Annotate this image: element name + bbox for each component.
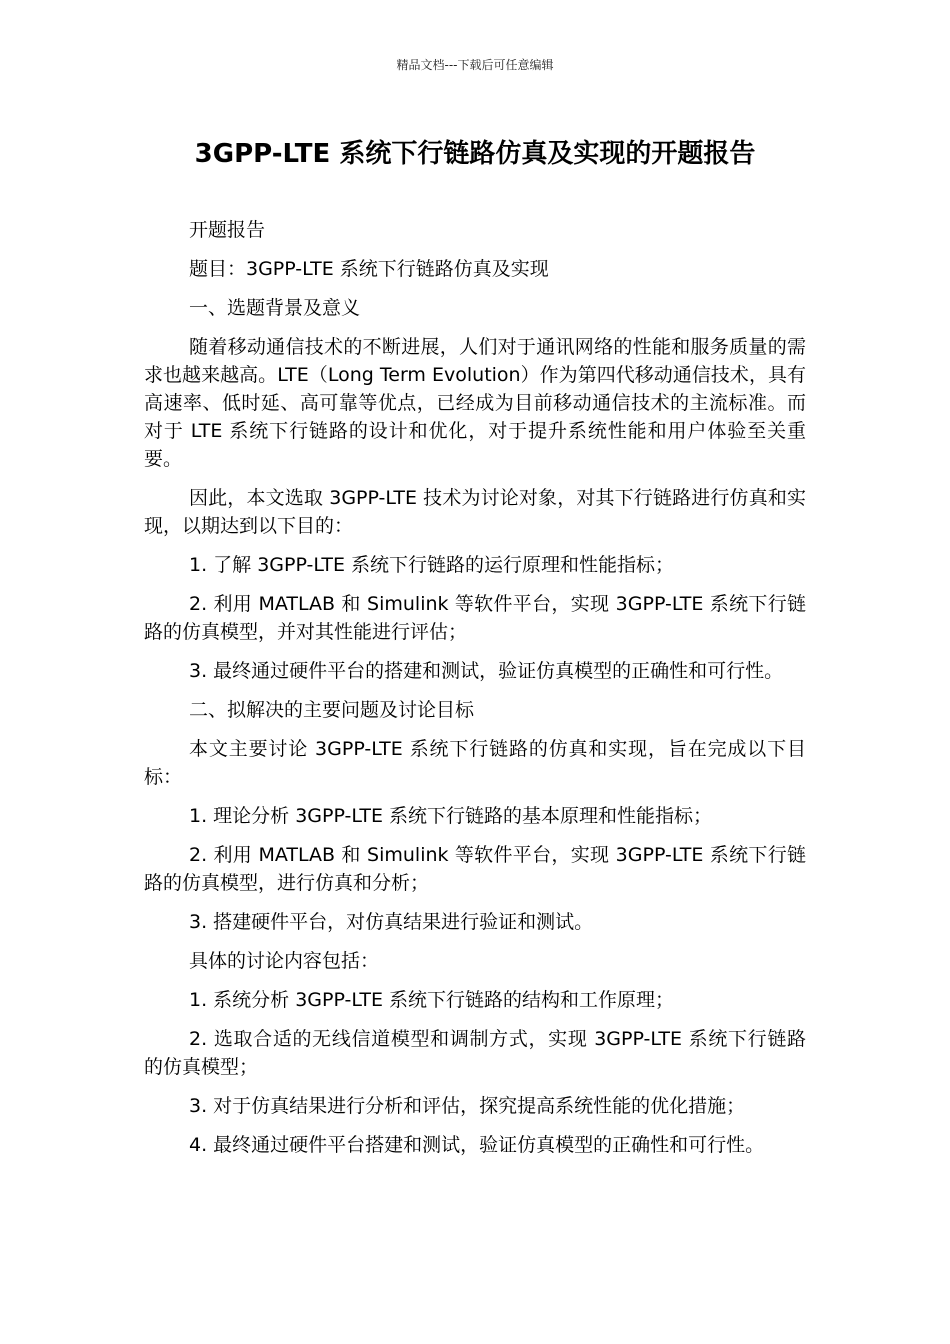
section-heading-problems: 二、拟解决的主要问题及讨论目标: [189, 699, 475, 721]
paragraph-goals-intro: 本文主要讨论 3GPP-LTE 系统下行链路的仿真和实现，旨在完成以下目标：: [144, 738, 806, 788]
section-heading-background: 一、选题背景及意义: [189, 297, 361, 319]
paragraph-report-label: 开题报告: [189, 219, 266, 241]
list-item-goal-1: 1. 理论分析 3GPP-LTE 系统下行链路的基本原理和性能指标；: [189, 805, 712, 827]
paragraph-topic: 题目：3GPP-LTE 系统下行链路仿真及实现: [189, 258, 549, 280]
list-item-purpose-1: 1. 了解 3GPP-LTE 系统下行链路的运行原理和性能指标；: [189, 554, 674, 576]
list-item-content-1: 1. 系统分析 3GPP-LTE 系统下行链路的结构和工作原理；: [189, 989, 674, 1011]
document-body: [144, 216, 806, 1170]
paragraph-content-intro: 具体的讨论内容包括：: [189, 950, 380, 972]
list-item-purpose-3: 3. 最终通过硬件平台的搭建和测试，验证仿真模型的正确性和可行性。: [189, 660, 784, 682]
list-item-content-3: 3. 对于仿真结果进行分析和评估，探究提高系统性能的优化措施；: [189, 1095, 746, 1117]
header-note: 精品文档---下载后可任意编辑: [396, 58, 554, 72]
list-item-content-2: 2. 选取合适的无线信道模型和调制方式，实现 3GPP-LTE 系统下行链路的仿真模型；: [144, 1028, 806, 1078]
list-item-goal-3: 3. 搭建硬件平台，对仿真结果进行验证和测试。: [189, 911, 594, 933]
list-item-purpose-2: 2. 利用 MATLAB 和 Simulink 等软件平台，实现 3GPP-LTE 系统下行链路的仿真模型，并对其性能进行评估；: [144, 593, 806, 643]
list-item-content-4: 4. 最终通过硬件平台搭建和测试，验证仿真模型的正确性和可行性。: [189, 1134, 765, 1156]
paragraph-purpose-intro: 因此，本文选取 3GPP-LTE 技术为讨论对象，对其下行链路进行仿真和实现，以期达到以下目的：: [144, 487, 806, 537]
list-item-goal-2: 2. 利用 MATLAB 和 Simulink 等软件平台，实现 3GPP-LTE 系统下行链路的仿真模型，进行仿真和分析；: [144, 844, 806, 894]
document-title: 3GPP-LTE 系统下行链路仿真及实现的开题报告: [194, 139, 756, 169]
paragraph-background: 随着移动通信技术的不断进展，人们对于通讯网络的性能和服务质量的需求也越来越高。LTE（Long Term Evolution）作为第四代移动通信技术，具有高速率、低时延、高可靠等优点，已经成为目前移动通信技术的主流标准。而对于 LTE 系统下行链路的设计和优化，对于提升系统性能和用户体验至关重要。: [144, 336, 806, 470]
